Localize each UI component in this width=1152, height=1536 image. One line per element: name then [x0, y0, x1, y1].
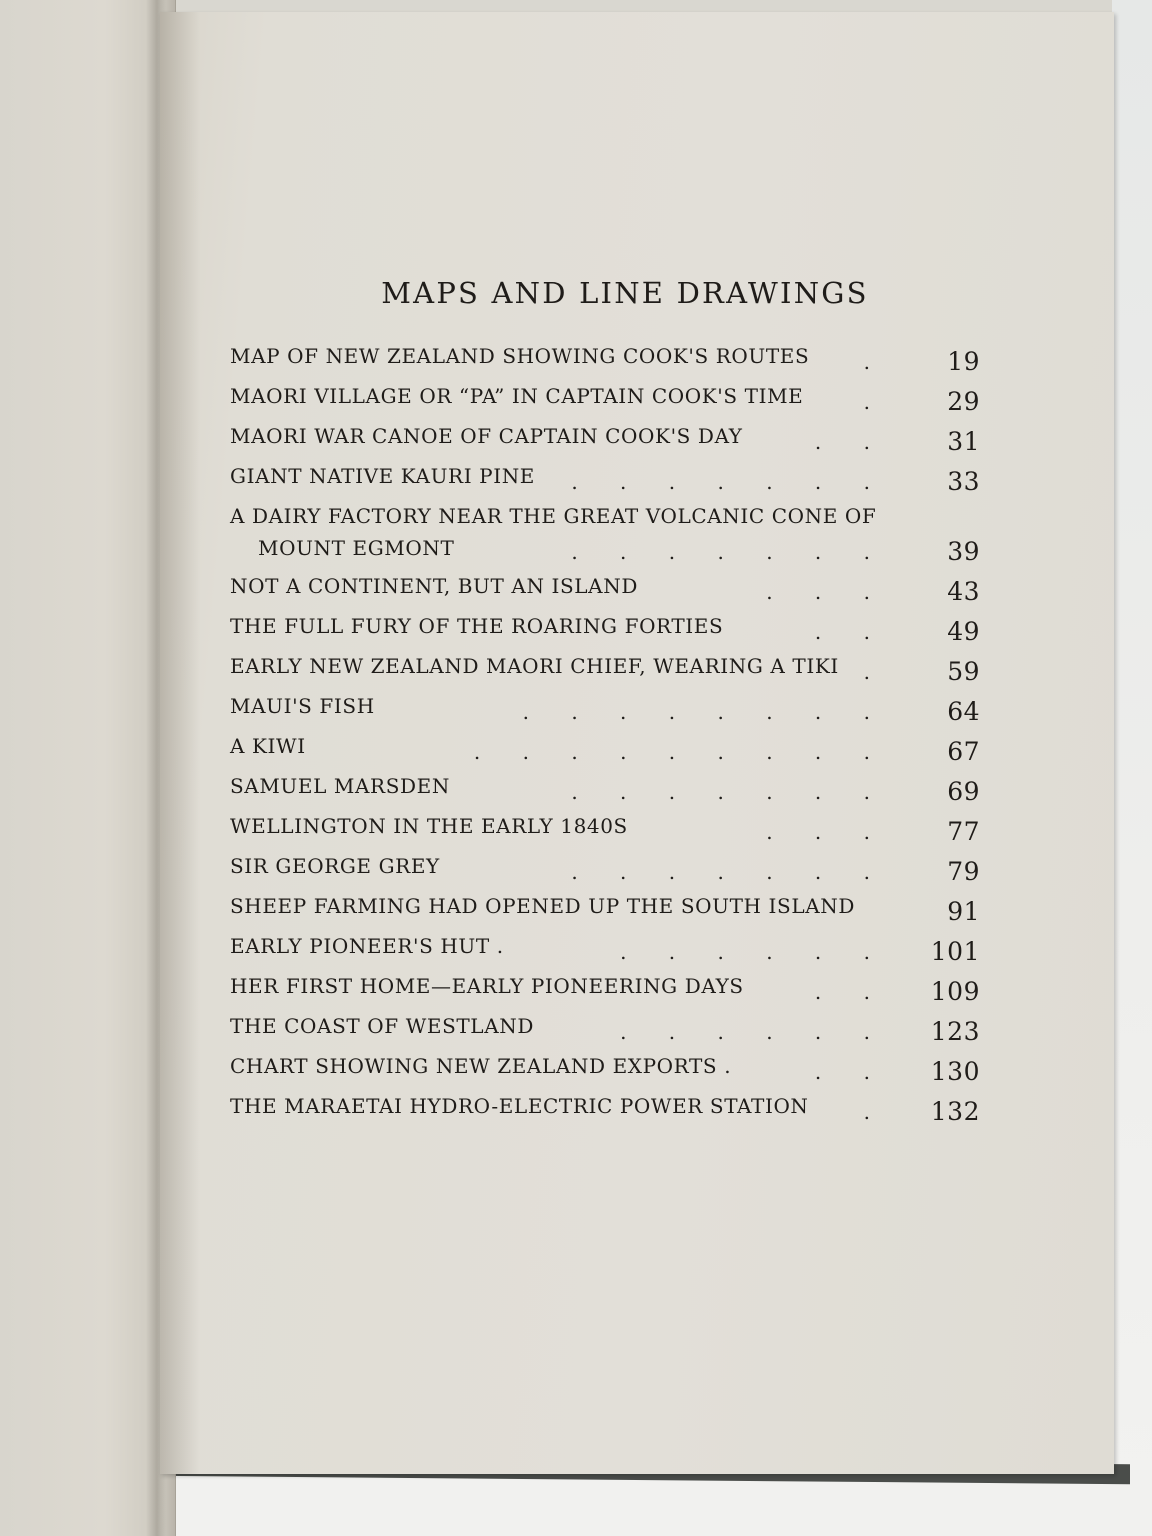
list-item — [230, 810, 990, 850]
list-item — [230, 570, 990, 610]
entry-title-text: HER FIRST HOME—EARLY PIONEERING DAYS — [230, 974, 744, 998]
entry-title — [230, 340, 890, 372]
list-item — [230, 970, 990, 1010]
entry-title-text: EARLY NEW ZEALAND MAORI CHIEF, WEARING A TIKI — [230, 654, 839, 678]
entry-title-text: WELLINGTON IN THE EARLY 1840S — [230, 814, 628, 838]
page-number: 130 — [930, 1057, 980, 1086]
list-item — [230, 730, 990, 770]
entry-title-text: THE FULL FURY OF THE ROARING FORTIES — [230, 614, 724, 638]
dot-leaders: . . . . . . . — [571, 470, 888, 494]
page-number: 123 — [930, 1017, 980, 1046]
dot-leaders: . . — [814, 980, 888, 1004]
entry-title — [230, 650, 890, 682]
entry-title-text: SIR GEORGE GREY — [230, 854, 440, 878]
page-number: 59 — [947, 657, 980, 686]
list-item — [230, 380, 990, 420]
entry-title — [230, 610, 890, 642]
entry-title — [230, 420, 890, 452]
background — [1112, 0, 1152, 1536]
entry-title-text: MAORI VILLAGE OR “PA” IN CAPTAIN COOK'S TIME — [230, 384, 804, 408]
dot-leaders: . . . . . . . — [571, 540, 888, 564]
list-item — [230, 420, 990, 460]
page-number: 109 — [930, 977, 980, 1006]
entry-title — [230, 1050, 890, 1082]
list-item — [230, 500, 990, 570]
entry-title-text: THE MARAETAI HYDRO-ELECTRIC POWER STATION — [230, 1094, 809, 1118]
page-number: 91 — [947, 897, 980, 926]
dot-leaders: . . — [814, 620, 888, 644]
page-number: 49 — [947, 617, 980, 646]
page-number: 39 — [947, 537, 980, 566]
dot-leaders: . . . . . . . — [571, 780, 888, 804]
dot-leaders: . . . — [766, 820, 888, 844]
list-of-illustrations — [230, 276, 990, 1130]
entry-title-text: MAP OF NEW ZEALAND SHOWING COOK'S ROUTES — [230, 344, 810, 368]
dot-leaders: . — [863, 350, 888, 374]
list-item — [230, 1050, 990, 1090]
entry-title — [230, 1090, 890, 1122]
dot-leaders: . . — [814, 1060, 888, 1084]
list-item — [230, 1010, 990, 1050]
entry-title-text: THE COAST OF WESTLAND — [230, 1014, 534, 1038]
entry-title-text: CHART SHOWING NEW ZEALAND EXPORTS . — [230, 1054, 732, 1078]
entry-title-text: A KIWI — [230, 734, 306, 758]
entry-title — [230, 970, 890, 1002]
list-item — [230, 610, 990, 650]
dot-leaders: . . . . . . . . — [522, 700, 888, 724]
page-heading: MAPS AND LINE DRAWINGS — [381, 276, 869, 310]
page-number: 64 — [947, 697, 980, 726]
page-number: 67 — [947, 737, 980, 766]
dot-leaders: . . . . . . — [620, 940, 888, 964]
list-item — [230, 650, 990, 690]
dot-leaders: . . . . . . . — [571, 860, 888, 884]
dot-leaders: . — [863, 1100, 888, 1124]
page-number: 69 — [947, 777, 980, 806]
page-number: 43 — [947, 577, 980, 606]
dot-leaders: . — [863, 660, 888, 684]
entry-title-text: GIANT NATIVE KAURI PINE — [230, 464, 536, 488]
page-number: 77 — [947, 817, 980, 846]
page-number: 31 — [947, 427, 980, 456]
list-item — [230, 1090, 990, 1130]
entries-list — [230, 340, 990, 1130]
page-number: 101 — [930, 937, 980, 966]
entry-title-text: MAUI'S FISH — [230, 694, 375, 718]
page-number: 33 — [947, 467, 980, 496]
list-item — [230, 340, 990, 380]
entry-title-text: EARLY PIONEER'S HUT . — [230, 934, 504, 958]
entry-title-text: SAMUEL MARSDEN — [230, 774, 450, 798]
gutter-shadow — [160, 12, 200, 1474]
list-item — [230, 850, 990, 890]
list-item — [230, 460, 990, 500]
entry-title-text: A DAIRY FACTORY NEAR THE GREAT VOLCANIC CONE OF — [230, 504, 877, 528]
entry-title-text: NOT A CONTINENT, BUT AN ISLAND — [230, 574, 638, 598]
list-item — [230, 770, 990, 810]
dot-leaders: . — [863, 390, 888, 414]
page-number: 79 — [947, 857, 980, 886]
page-number: 29 — [947, 387, 980, 416]
entry-title-continuation: MOUNT EGMONT — [258, 536, 455, 560]
list-item — [230, 930, 990, 970]
dot-leaders: . . . . . . — [620, 1020, 888, 1044]
entry-title-text: SHEEP FARMING HAD OPENED UP THE SOUTH ISLAND — [230, 894, 855, 918]
dot-leaders: . . . . . . . . . — [473, 740, 888, 764]
list-item — [230, 890, 990, 930]
list-item — [230, 690, 990, 730]
page-number: 19 — [947, 347, 980, 376]
page-number: 132 — [930, 1097, 980, 1126]
entry-title — [230, 380, 890, 412]
entry-title — [230, 890, 890, 922]
dot-leaders: . . . — [766, 580, 888, 604]
dot-leaders: . . — [814, 430, 888, 454]
entry-title-text: MAORI WAR CANOE OF CAPTAIN COOK'S DAY — [230, 424, 743, 448]
